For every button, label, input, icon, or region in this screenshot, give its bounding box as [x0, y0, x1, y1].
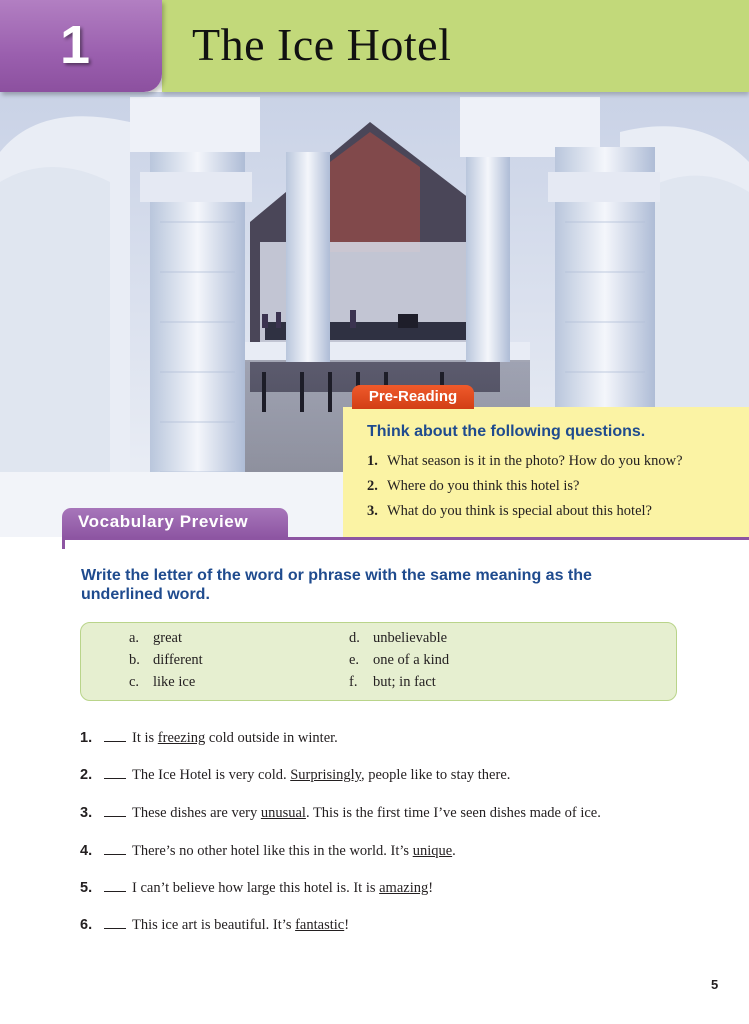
- pre-reading-question: [367, 452, 683, 477]
- item-text-before: This ice art is beautiful. It’s: [132, 917, 296, 933]
- vocabulary-preview-tab: [62, 508, 288, 538]
- item-text-before: It is: [132, 730, 158, 746]
- word-letter: c.: [129, 674, 140, 690]
- answer-blank[interactable]: [104, 917, 126, 929]
- title-bar: [162, 0, 749, 92]
- underlined-word: freezing: [157, 730, 206, 746]
- page-number: 5: [711, 977, 719, 992]
- vocabulary-instructions: Write the letter of the word or phrase with the same meaning as the underlined word.: [81, 567, 592, 603]
- underlined-word: amazing: [379, 880, 429, 896]
- answer-blank[interactable]: [104, 730, 126, 742]
- section-divider-curl: [62, 537, 68, 549]
- item-text-after: , people like to stay there.: [361, 767, 511, 783]
- word-option: [129, 652, 203, 669]
- item-text-before: These dishes are very: [132, 805, 261, 821]
- question-number: 3.: [367, 503, 378, 519]
- underlined-word: Surprisingly: [290, 767, 361, 783]
- word-text: but; in fact: [373, 674, 436, 690]
- chapter-number: 1: [60, 15, 91, 75]
- page-title: The Ice Hotel: [192, 19, 452, 70]
- question-text: What do you think is special about this hotel?: [387, 503, 652, 519]
- pre-reading-question: [367, 477, 683, 502]
- word-option: [129, 630, 182, 647]
- item-number: 2.: [80, 767, 93, 783]
- item-text-after: .: [452, 843, 456, 859]
- word-option: [349, 652, 449, 669]
- item-number: 4.: [80, 843, 93, 859]
- section-divider: [62, 537, 749, 540]
- word-text: unbelievable: [373, 630, 448, 646]
- item-text-after: . This is the first time I’ve seen dishes made of ice.: [305, 805, 601, 821]
- exercise-item: [80, 730, 338, 747]
- word-letter: f.: [349, 674, 358, 690]
- word-option: [349, 630, 447, 647]
- word-text: like ice: [153, 674, 196, 690]
- word-letter: d.: [349, 630, 360, 646]
- exercise-item: [80, 805, 601, 822]
- item-number: 1.: [80, 730, 93, 746]
- word-letter: a.: [129, 630, 140, 646]
- item-text-after: !: [344, 917, 350, 933]
- word-letter: b.: [129, 652, 140, 668]
- word-text: different: [153, 652, 203, 668]
- item-number: 6.: [80, 917, 93, 933]
- pre-reading-question: [367, 502, 683, 527]
- word-bank: [80, 622, 677, 701]
- underlined-word: fantastic: [295, 917, 345, 933]
- answer-blank[interactable]: [104, 880, 126, 892]
- question-number: 1.: [367, 453, 378, 469]
- pre-reading-tab: Pre-Reading: [352, 385, 474, 409]
- item-text-before: There’s no other hotel like this in the world. It’s: [132, 843, 413, 859]
- exercise-item: [80, 917, 349, 934]
- underlined-word: unusual: [260, 805, 306, 821]
- item-text-after: cold outside in winter.: [205, 730, 338, 746]
- question-text: Where do you think this hotel is?: [387, 478, 580, 494]
- pre-reading-question-list: [367, 452, 683, 527]
- word-option: [349, 674, 436, 691]
- word-text: one of a kind: [373, 652, 450, 668]
- pre-reading-box: [343, 407, 749, 537]
- word-letter: e.: [349, 652, 360, 668]
- item-text-after: !: [428, 880, 434, 896]
- word-option: [129, 674, 195, 691]
- item-text-before: The Ice Hotel is very cold.: [132, 767, 291, 783]
- item-text-before: I can’t believe how large this hotel is. It is: [132, 880, 380, 896]
- item-number: 3.: [80, 805, 93, 821]
- exercise-item: [80, 880, 433, 897]
- answer-blank[interactable]: [104, 767, 126, 779]
- vocabulary-preview-label: Vocabulary Preview: [78, 512, 249, 531]
- pre-reading-heading: Think about the following questions.: [367, 423, 646, 440]
- question-text: What season is it in the photo? How do you know?: [387, 453, 683, 469]
- underlined-word: unique: [412, 843, 453, 859]
- exercise-item: [80, 843, 456, 860]
- answer-blank[interactable]: [104, 843, 126, 855]
- chapter-number-tab: [0, 0, 162, 92]
- answer-blank[interactable]: [104, 805, 126, 817]
- exercise-item: [80, 767, 510, 784]
- item-number: 5.: [80, 880, 93, 896]
- question-number: 2.: [367, 478, 378, 494]
- word-text: great: [153, 630, 182, 646]
